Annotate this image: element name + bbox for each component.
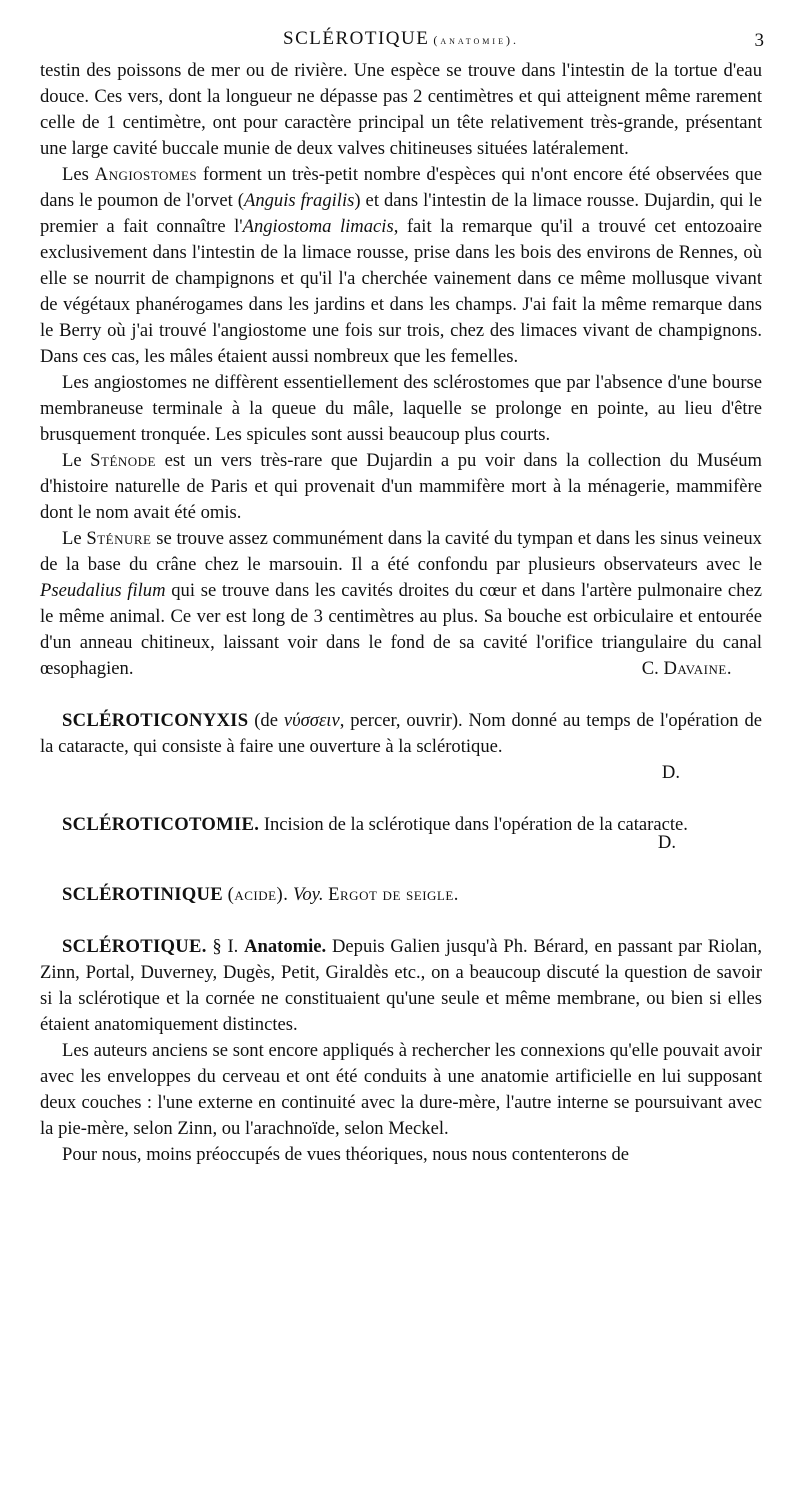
entry-scleroticonyxis	[40, 708, 762, 760]
text: qui se trouve dans les cavités droites du cœur et dans l'artère pulmonaire chez le même animal. Ce ver est long de 3 centimètres au plus. Sa bouche est orbiculaire et entourée d'un anneau chitineux, laissant voir dans le fond de sa cavité l'orifice triangulaire du canal œsophagien.	[40, 580, 762, 679]
text: ) et dans l'intestin de la limace rousse. Dujardin, qui le premier a fait connaître l'	[40, 190, 763, 237]
text: (de	[254, 710, 278, 731]
italic-species: Anguis fragilis	[243, 190, 355, 211]
text: , percer, ouvrir). Nom donné au temps de l'opération de la cataracte, qui consiste à faire une ouverture à la sclérotique.	[40, 710, 762, 757]
voy-label: Voy.	[293, 884, 324, 905]
term-angiostomes: Angiostomes	[94, 164, 198, 185]
header-subtitle: (anatomie).	[433, 33, 519, 47]
entry-scleroticotomie	[40, 812, 762, 838]
entry-term: SCLÉROTICONYXIS	[62, 710, 249, 731]
paragraph-stenode	[40, 448, 762, 526]
text: Depuis Galien jusqu'à Ph. Bérard, en passant par Riolan, Zinn, Portal, Duverney, Dugès, Petit, Giraldès etc., on a beaucoup discuté la question de savoir si la sclérotique et la cornée ne constituaient qu'une seule et même membrane, ou bien si elles étaient anatomiquement distinctes.	[40, 936, 762, 1035]
paragraph-lead: Le	[62, 450, 82, 471]
section-mark: § I.	[212, 936, 239, 957]
text: , fait la remarque qu'il a trouvé cet entozoaire exclusivement dans l'intestin de la limace rousse, prise dans les bois des environs de Rennes, où elle se nourrit de champignons et qu'il l'a cherchée vainement dans ce même mollusque vivant de végétaux phanérogames dans les jardins et dans les champs. J'ai fait la même remarque dans le Berry où j'ai trouvé l'angiostome une fois sur trois, chez des limaces vivant de champignons. Dans ces cas, les mâles étaient aussi nombreux que les femelles.	[40, 216, 762, 367]
entry-sclerotique	[40, 934, 762, 1038]
running-header	[40, 28, 762, 58]
entry-signature: D.	[657, 832, 676, 853]
entry-sclerotinique	[40, 882, 762, 908]
entry-signature: D.	[661, 762, 680, 783]
paragraph-lead: Les	[62, 164, 89, 185]
paragraph-pour-nous: Pour nous, moins préoccupés de vues théoriques, nous nous contenterons de	[62, 1144, 630, 1165]
term-stenure: Sténure	[86, 528, 152, 549]
page-number: 3	[754, 30, 764, 51]
text: se trouve assez communément dans la cavité du tympan et dans les sinus veineux de la base du crâne chez le marsouin. Il a été confondu par plusieurs observateurs avec le	[40, 528, 762, 575]
paragraph-auteurs-anciens: Les auteurs anciens se sont encore appliqués à rechercher les connexions qu'elle pouvait avoir avec les enveloppes du cerveau et ont été conduits à une anatomie artificielle en lui supposant deux couches : l'une externe en continuité avec la dure-mère, l'autre interne se poursuivant avec la pie-mère, selon Zinn, ou l'arachnoïde, selon Meckel.	[40, 1040, 762, 1139]
greek-word: νύσσειν	[283, 710, 340, 731]
text: (acide).	[227, 884, 289, 905]
paragraph-angiostomes	[40, 162, 762, 370]
paragraph-lead: Le	[62, 528, 82, 549]
entry-term: SCLÉROTIQUE.	[62, 936, 207, 957]
paragraph-continuation: testin des poissons de mer ou de rivière. Une espèce se trouve dans l'intestin de la tortue d'eau douce. Ces vers, dont la longueur ne dépasse pas 2 centimètres et qui atteignent même rarement celle de 1 centimètre, ont pour caractère principal un tête relativement très-grande, présentant une large cavité buccale munie de deux valves chitineuses situées latéralement.	[40, 60, 762, 159]
header-title: SCLÉROTIQUE	[283, 28, 430, 49]
text: est un vers très-rare que Dujardin a pu voir dans la collection du Muséum d'histoire naturelle de Paris et qui provenait d'un mammifère mort à la ménagerie, mammifère dont le nom avait été omis.	[40, 450, 762, 523]
italic-species: Angiostoma limacis	[242, 216, 394, 237]
term-stenode: Sténode	[90, 450, 157, 471]
italic-species: Pseudalius filum	[40, 580, 166, 601]
cross-reference: Ergot de seigle.	[328, 884, 459, 905]
page	[40, 28, 762, 1168]
entry-term: SCLÉROTICOTOMIE.	[62, 814, 260, 835]
subheading-anatomie: Anatomie.	[244, 936, 327, 957]
entry-term: SCLÉROTINIQUE	[62, 884, 223, 905]
author-signature: C. Davaine.	[641, 658, 732, 679]
text: Incision de la sclérotique dans l'opération de la cataracte.	[263, 814, 688, 835]
text: forment un très-petit nombre d'espèces qui n'ont encore été observées que dans le poumon de l'orvet (	[40, 164, 762, 211]
paragraph-angiostomes-comparison: Les angiostomes ne diffèrent essentiellement des sclérostomes que par l'absence d'une bourse membraneuse terminale à la queue du mâle, laquelle se prolonge en pointe, au lieu d'être brusquement tronquée. Les spicules sont aussi beaucoup plus courts.	[40, 372, 762, 445]
